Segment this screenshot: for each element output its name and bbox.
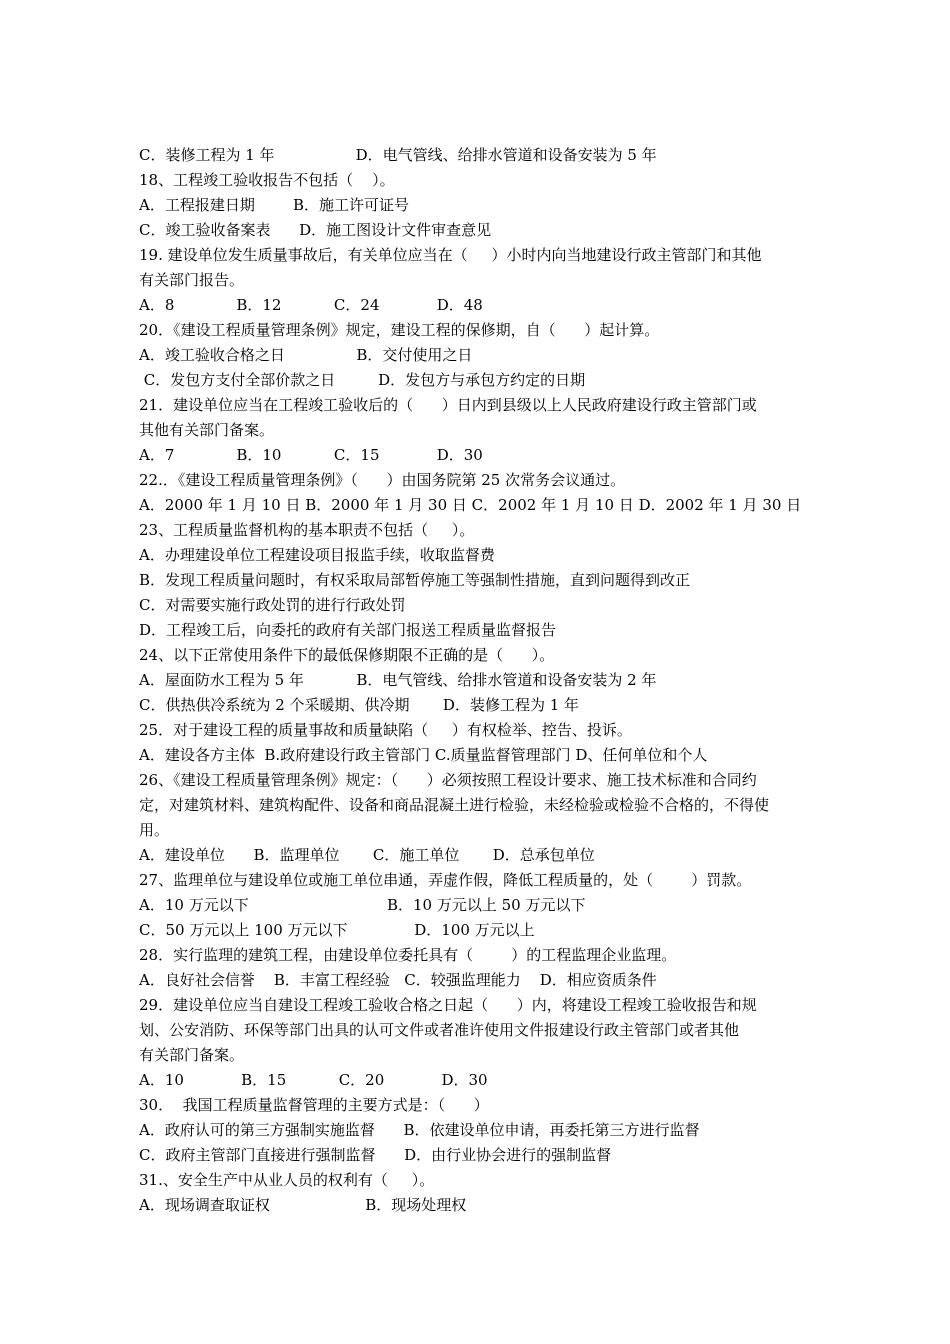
text-line: A．建设单位 B．监理单位 C．施工单位 D．总承包单位 — [139, 846, 595, 864]
text-line: C．对需要实施行政处罚的进行行政处罚 — [139, 596, 406, 614]
question-27: 27、监理单位与建设单位或施工单位串通，弄虚作假，降低工程质量的，处（ ）罚款。 — [139, 871, 752, 889]
question-18: 18、工程竣工验收报告不包括（ ）。 — [139, 171, 395, 189]
text-line: A．办理建设单位工程建设项目报监手续，收取监督费 — [139, 546, 495, 564]
question-19: 19. 建设单位发生质量事故后，有关单位应当在（ ）小时内向当地建设行政主管部门和其他 — [139, 246, 762, 264]
question-24: 24、以下正常使用条件下的最低保修期限不正确的是（ ）。 — [139, 646, 555, 664]
text-line: C．政府主管部门直接进行强制监督 D．由行业协会进行的强制监督 — [139, 1146, 612, 1164]
question-28: 28．实行监理的建筑工程，由建设单位委托具有（ ）的工程监理企业监理。 — [139, 946, 677, 964]
text-line: 用。 — [139, 821, 170, 839]
text-line: 有关部门报告。 — [139, 271, 245, 289]
text-line: C．装修工程为 1 年 D．电气管线、给排水管道和设备安装为 5 年 — [139, 146, 657, 164]
text-line: C．供热供冷系统为 2 个采暖期、供冷期 D．装修工程为 1 年 — [139, 696, 580, 714]
question-26: 26、《建设工程质量管理条例》规定：（ ）必须按照工程设计要求、施工技术标准和合同约 — [139, 771, 757, 789]
text-line: 有关部门备案。 — [139, 1046, 245, 1064]
text-line: A．2000 年 1 月 10 日 B．2000 年 1 月 30 日 C．2002 年 1 月 10 日 D．2002 年 1 月 30 日 — [139, 496, 802, 514]
text-line: A．良好社会信誉 B．丰富工程经验 C．较强监理能力 D．相应资质条件 — [139, 971, 657, 989]
text-line: 划、公安消防、环保等部门出具的认可文件或者准许使用文件报建设行政主管部门或者其他 — [139, 1021, 740, 1039]
question-23: 23、工程质量监督机构的基本职责不包括（ ）。 — [139, 521, 475, 539]
text-line: A．10 万元以下 B．10 万元以上 50 万元以下 — [139, 896, 586, 914]
text-line: A．7 B．10 C．15 D．30 — [139, 446, 483, 464]
text-line: A．现场调查取证权 B．现场处理权 — [139, 1196, 467, 1214]
text-line: C．50 万元以上 100 万元以下 D．100 万元以上 — [139, 921, 535, 939]
question-31: 31.、安全生产中从业人员的权利有（ ）。 — [139, 1171, 435, 1189]
text-line: D．工程竣工后，向委托的政府有关部门报送工程质量监督报告 — [139, 621, 557, 639]
text-line: A．8 B．12 C．24 D．48 — [139, 296, 483, 314]
question-29: 29．建设单位应当自建设工程竣工验收合格之日起（ ）内，将建设工程竣工验收报告和规 — [139, 996, 757, 1014]
text-line: A．政府认可的第三方强制实施监督 B．依建设单位申请，再委托第三方进行监督 — [139, 1121, 700, 1139]
text-line: A．竣工验收合格之日 B．交付使用之日 — [139, 346, 473, 364]
text-line: C．发包方支付全部价款之日 D．发包方与承包方约定的日期 — [139, 371, 586, 389]
text-line: 其他有关部门备案。 — [139, 421, 275, 439]
question-21: 21．建设单位应当在工程竣工验收后的（ ）日内到县级以上人民政府建设行政主管部门或 — [139, 396, 757, 414]
question-30: 30． 我国工程质量监督管理的主要方式是：（ ） — [139, 1096, 489, 1114]
text-line: A．屋面防水工程为 5 年 B．电气管线、给排水管道和设备安装为 2 年 — [139, 671, 657, 689]
question-25: 25．对于建设工程的质量事故和质量缺陷（ ）有权检举、控告、投诉。 — [139, 721, 632, 739]
text-line: 定，对建筑材料、建筑构配件、设备和商品混凝土进行检验，未经检验或检验不合格的，不得使 — [139, 796, 770, 814]
text-line: A．建设各方主体 B.政府建设行政主管部门 C.质量监督管理部门 D、任何单位和个人 — [139, 746, 708, 764]
text-line: C．竣工验收备案表 D．施工图设计文件审查意见 — [139, 221, 492, 239]
text-line: B．发现工程质量问题时，有权采取局部暂停施工等强制性措施，直到问题得到改正 — [139, 571, 691, 589]
document-body — [139, 143, 817, 1218]
text-line: A．工程报建日期 B．施工许可证号 — [139, 196, 410, 214]
question-20: 20．《建设工程质量管理条例》规定，建设工程的保修期，自（ ）起计算。 — [139, 321, 660, 339]
question-22: 22.．《建设工程质量管理条例》（ ）由国务院第 25 次常务会议通过。 — [139, 471, 626, 489]
text-line: A．10 B．15 C．20 D．30 — [139, 1071, 488, 1089]
